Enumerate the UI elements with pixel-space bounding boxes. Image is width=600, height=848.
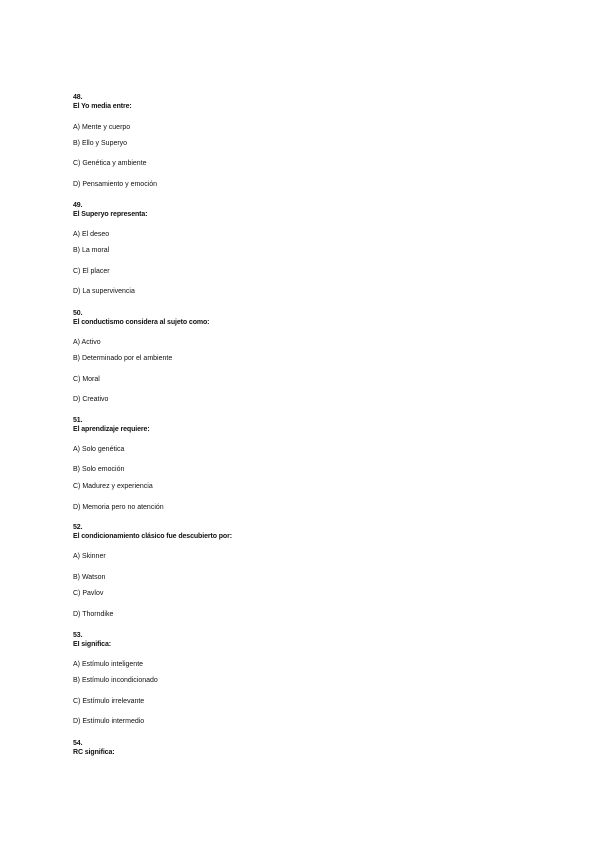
answer-option: D) Thorndike (73, 611, 114, 618)
question-stem: El Yo media entre: (73, 103, 132, 110)
answer-option: A) Mente y cuerpo (73, 124, 131, 131)
answer-option: C) Estímulo irrelevante (73, 698, 145, 705)
question-stem: El condicionamiento clásico fue descubierto por: (73, 533, 232, 540)
answer-option: B) Estímulo incondicionado (73, 677, 158, 684)
question-number: 54. (73, 740, 83, 747)
question-stem: RC significa: (73, 749, 115, 756)
answer-option: D) La supervivencia (73, 288, 135, 295)
answer-option: B) Determinado por el ambiente (73, 355, 173, 362)
question-stem: El aprendizaje requiere: (73, 426, 150, 433)
question-number: 49. (73, 202, 83, 209)
question-49 (73, 201, 147, 219)
answer-option: C) Genética y ambiente (73, 160, 147, 167)
question-number: 50. (73, 310, 83, 317)
answer-option: A) Activo (73, 339, 101, 346)
answer-option: A) Estímulo inteligente (73, 661, 144, 668)
answer-option: A) El deseo (73, 231, 110, 238)
answer-option: D) Creativo (73, 396, 109, 403)
answer-option: C) Madurez y experiencia (73, 483, 153, 490)
answer-option: C) El placer (73, 268, 110, 275)
question-stem: EI significa: (73, 641, 111, 648)
answer-option: D) Estímulo intermedio (73, 718, 145, 725)
answer-option: C) Moral (73, 376, 100, 383)
answer-option: D) Memoria pero no atención (73, 504, 164, 511)
question-number: 52. (73, 524, 83, 531)
question-stem: El conductismo considera al sujeto como: (73, 319, 210, 326)
question-54 (73, 739, 114, 757)
answer-option: A) Skinner (73, 553, 106, 560)
answer-option: A) Solo genética (73, 446, 125, 453)
answer-option: D) Pensamiento y emoción (73, 181, 158, 188)
question-50 (73, 309, 209, 327)
question-53 (73, 631, 111, 649)
question-52 (73, 523, 232, 541)
answer-option: B) Solo emoción (73, 466, 125, 473)
question-number: 48. (73, 94, 83, 101)
question-number: 51. (73, 417, 83, 424)
answer-option: B) La moral (73, 247, 110, 254)
question-stem: El Superyo representa: (73, 211, 148, 218)
question-number: 53. (73, 632, 83, 639)
answer-option: C) Pavlov (73, 590, 104, 597)
answer-option: B) Watson (73, 574, 106, 581)
question-48 (73, 93, 132, 111)
question-51 (73, 416, 150, 434)
answer-option: B) Ello y Superyo (73, 140, 128, 147)
